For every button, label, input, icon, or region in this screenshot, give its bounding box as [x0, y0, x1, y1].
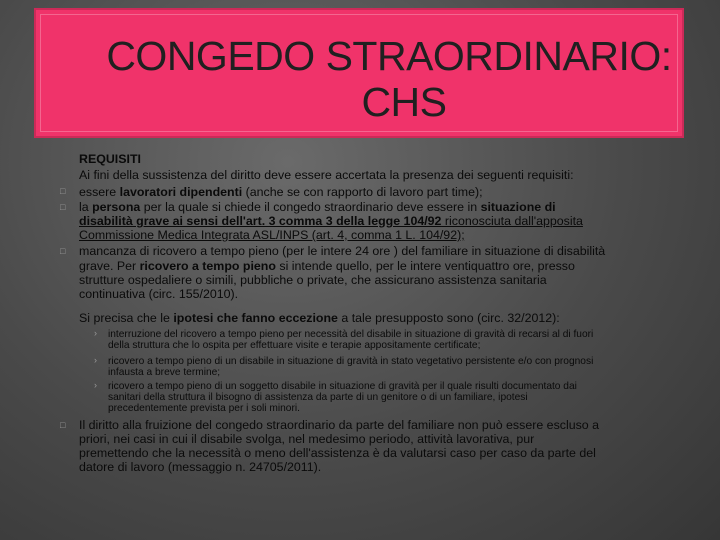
- eccezione-1-line2: della struttura che lo ospita per effettuare visite e terapie appositamente certificate;: [108, 340, 481, 351]
- requisito-persona-line3: Commissione Medica Integrata ASL/INPS (art. 4, comma 1 L. 104/92);: [79, 228, 465, 242]
- eccezione-1-line1: interruzione del ricovero a tempo pieno per necessità del disabile in situazione di gravità di recarsi al di fuori: [108, 329, 594, 340]
- chevron-bullet-icon: ›: [94, 355, 97, 365]
- eccezione-3-line3: precedentemente prevista per i soli minori.: [108, 403, 300, 414]
- checkbox-bullet-icon: □: [60, 420, 66, 430]
- nota-finale-line1: Il diritto alla fruizione del congedo straordinario da parte del familiare non può essere escluso a: [79, 418, 600, 432]
- eccezione-3-line1: ricovero a tempo pieno di un soggetto disabile in situazione di gravità per il quale risulti documentato dai: [108, 381, 577, 392]
- requisito-ricovero-line4: continuativa (circ. 155/2010).: [79, 287, 239, 301]
- requisito-ricovero-line3: strutture ospedaliere o simili, pubbliche o private, che assicurano assistenza sanitaria: [79, 273, 547, 287]
- requisiti-heading: REQUISITI: [79, 152, 141, 166]
- requisito-lavoratori: essere lavoratori dipendenti (anche se con rapporto di lavoro part time);: [79, 185, 483, 199]
- nota-finale-line3: premettendo che la necessità o meno dell'assistenza è da valutarsi caso per caso da parte del: [79, 446, 596, 460]
- nota-finale-line2: priori, nei casi in cui il disabile svolga, nel medesimo periodo, attività lavorativa, pur: [79, 432, 535, 446]
- eccezione-2-line1: ricovero a tempo pieno di un disabile in situazione di gravità in stato vegetativo persistente e/o con prognosi: [108, 356, 594, 367]
- slide-title-line1: CONGEDO STRAORDINARIO:: [106, 33, 672, 79]
- checkbox-bullet-icon: □: [60, 186, 66, 196]
- requisito-ricovero-line2: grave. Per ricovero a tempo pieno si intende quello, per le intere ventiquattro ore, presso: [79, 259, 575, 273]
- chevron-bullet-icon: ›: [94, 380, 97, 390]
- checkbox-bullet-icon: □: [60, 246, 66, 256]
- checkbox-bullet-icon: □: [60, 202, 66, 212]
- requisito-persona-line1: la persona per la quale si chiede il congedo straordinario deve essere in situazione di: [79, 200, 556, 214]
- requisito-ricovero-line1: mancanza di ricovero a tempo pieno (per le intere 24 ore ) del familiare in situazione di disabilità: [79, 244, 606, 258]
- eccezione-2-line2: infausta a breve termine;: [108, 367, 221, 378]
- chevron-bullet-icon: ›: [94, 328, 97, 338]
- eccezioni-intro: Si precisa che le ipotesi che fanno eccezione a tale presupposto sono (circ. 32/2012):: [79, 311, 560, 325]
- nota-finale-line4: datore di lavoro (messaggio n. 24705/2011).: [79, 460, 322, 474]
- requisito-persona-line2: disabilità grave ai sensi dell'art. 3 comma 3 della legge 104/92 riconosciuta dall'apposita: [79, 214, 583, 228]
- requisiti-intro: Ai fini della sussistenza del diritto deve essere accertata la presenza dei seguenti requisiti:: [79, 168, 574, 182]
- eccezione-3-line2: sanitari della struttura il bisogno di assistenza da parte di un genitore o di un familiare, ipotesi: [108, 392, 528, 403]
- slide-title-line2: CHS: [361, 79, 447, 125]
